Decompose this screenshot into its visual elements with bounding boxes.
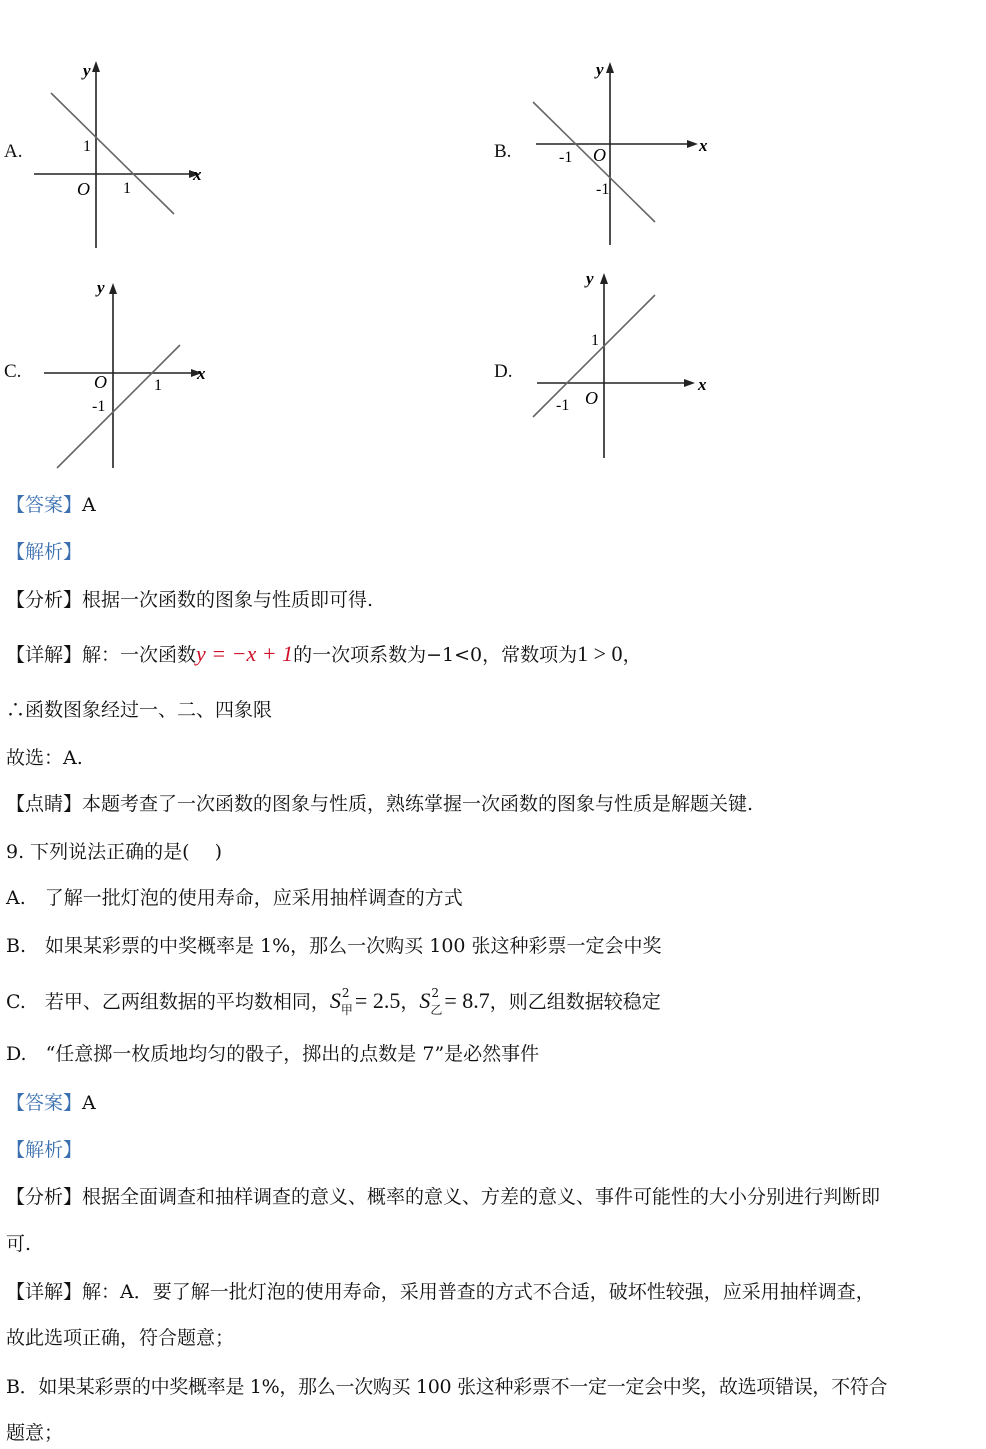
y-axis-arrow xyxy=(600,273,608,284)
x-intercept-label: -1 xyxy=(556,397,570,414)
opt-c-post: ，则乙组数据较稳定 xyxy=(489,991,661,1013)
x-axis-arrow xyxy=(687,140,698,148)
y-intercept-label: -1 xyxy=(92,398,106,415)
const-math: 1 > 0 xyxy=(577,641,623,666)
x-label: x xyxy=(698,375,707,394)
dianjing-tag: 【点睛】 xyxy=(6,793,83,815)
origin-label: O xyxy=(593,145,606,165)
q9-xiangjie-line-1 xyxy=(6,1278,875,1306)
s-yi-scripts xyxy=(430,988,444,1018)
q9-analysis-tag: 【解析】 xyxy=(6,1139,83,1161)
s-jia-sup: 2 xyxy=(341,986,350,1000)
x-label: x xyxy=(699,136,708,155)
q9-option-d: D. “任意掷一枚质地均匀的骰子，掷出的点数是 7”是必然事件 xyxy=(6,1043,540,1065)
formula: y = −x + 1 xyxy=(196,641,294,666)
x-intercept-label: 1 xyxy=(123,180,131,197)
q8-dianjing-line xyxy=(6,790,753,818)
graph-d xyxy=(525,265,725,469)
answer-value: A xyxy=(82,494,96,516)
q9-question: 9. 下列说法正确的是( ) xyxy=(6,841,223,863)
option-c-label: C. xyxy=(4,361,22,382)
q8-choose: 故选：A. xyxy=(6,747,83,769)
fenxi-text-1: 根据全面调查和抽样调查的意义、概率的意义、方差的意义、事件可能性的大小分别进行判断即 xyxy=(82,1186,881,1208)
answer-tag: 【答案】 xyxy=(6,1092,83,1114)
graph-a xyxy=(20,55,220,259)
q9-option-c xyxy=(6,984,661,1019)
origin-label: O xyxy=(77,179,90,199)
xiangjie-text-1: 解：A．要了解一批灯泡的使用寿命，采用普查的方式不合适，破坏性较强，应采用抽样调查， xyxy=(82,1281,875,1303)
q9-xiangjie-line-3: B．如果某彩票的中奖概率是 1%，那么一次购买 100 张这种彩票不一定一定会中奖，故选项错误，不符合 xyxy=(6,1376,888,1398)
s-jia-value: = 2.5 xyxy=(354,988,401,1013)
q8-xiangjie-line xyxy=(6,640,642,669)
fenxi-tag: 【分析】 xyxy=(6,1186,83,1208)
y-label: y xyxy=(97,278,105,297)
xiangjie-tag: 【详解】 xyxy=(6,1281,83,1303)
s-yi-sub: 乙 xyxy=(430,1003,443,1017)
fenxi-text: 根据一次函数的图象与性质即可得. xyxy=(82,589,374,611)
fenxi-tag: 【分析】 xyxy=(6,589,83,611)
function-line xyxy=(51,93,174,214)
q8-answer-line xyxy=(6,491,96,519)
q9-option-a: A. 了解一批灯泡的使用寿命，应采用抽样调查的方式 xyxy=(6,887,463,909)
q8-analysis-tag: 【解析】 xyxy=(6,541,83,563)
x-label: x xyxy=(197,364,206,383)
y-label: y xyxy=(83,61,91,80)
option-a-label: A. xyxy=(4,141,23,162)
q9-fenxi-line-1 xyxy=(6,1183,880,1211)
q9-fenxi-line-2: 可. xyxy=(6,1233,32,1255)
x-intercept-label: -1 xyxy=(559,149,573,166)
y-intercept-label: 1 xyxy=(83,138,91,155)
q9-xiangjie-line-2: 故此选项正确，符合题意； xyxy=(6,1327,235,1349)
y-intercept-label: 1 xyxy=(591,332,599,349)
graph-b xyxy=(510,55,710,259)
x-axis-arrow xyxy=(684,379,695,387)
q8-fenxi-line xyxy=(6,586,373,614)
q9-option-b: B. 如果某彩票的中奖概率是 1%，那么一次购买 100 张这种彩票一定会中奖 xyxy=(6,935,662,957)
q8-therefore: ∴函数图象经过一、二、四象限 xyxy=(6,699,273,721)
q9-xiangjie-line-4: 题意； xyxy=(6,1422,64,1444)
y-label: y xyxy=(586,269,594,288)
xiangjie-pre: 解：一次函数 xyxy=(82,644,197,666)
xiangjie-tag: 【详解】 xyxy=(6,644,83,666)
x-intercept-label: 1 xyxy=(154,377,162,394)
xiangjie-end: ， xyxy=(622,644,642,666)
xiangjie-mid: 的一次项系数为−1<0，常数项为 xyxy=(293,644,578,666)
s-jia-letter: S xyxy=(329,988,341,1013)
s-yi-letter: S xyxy=(419,988,431,1013)
opt-c-pre: C. 若甲、乙两组数据的平均数相同， xyxy=(6,991,330,1013)
s-jia-scripts xyxy=(341,988,355,1018)
y-axis-arrow xyxy=(606,62,614,73)
graph-c xyxy=(40,275,230,479)
origin-label: O xyxy=(94,372,107,392)
function-line xyxy=(57,345,180,468)
y-intercept-label: -1 xyxy=(596,181,610,198)
dianjing-text: 本题考查了一次函数的图象与性质，熟练掌握一次函数的图象与性质是解题关键. xyxy=(82,793,754,815)
answer-value: A xyxy=(82,1092,96,1114)
y-axis-arrow xyxy=(109,283,117,294)
y-label: y xyxy=(596,60,604,79)
s-yi-sup: 2 xyxy=(431,986,439,1000)
option-b-label: B. xyxy=(494,141,512,162)
option-d-label: D. xyxy=(494,361,513,382)
x-label: x xyxy=(193,165,202,184)
answer-tag: 【答案】 xyxy=(6,494,83,516)
origin-label: O xyxy=(585,388,598,408)
q9-answer-line xyxy=(6,1089,96,1117)
y-axis-arrow xyxy=(92,61,100,72)
opt-c-comma: ， xyxy=(400,991,420,1013)
s-yi-value: = 8.7 xyxy=(444,988,490,1013)
s-jia-sub: 甲 xyxy=(340,1003,353,1017)
